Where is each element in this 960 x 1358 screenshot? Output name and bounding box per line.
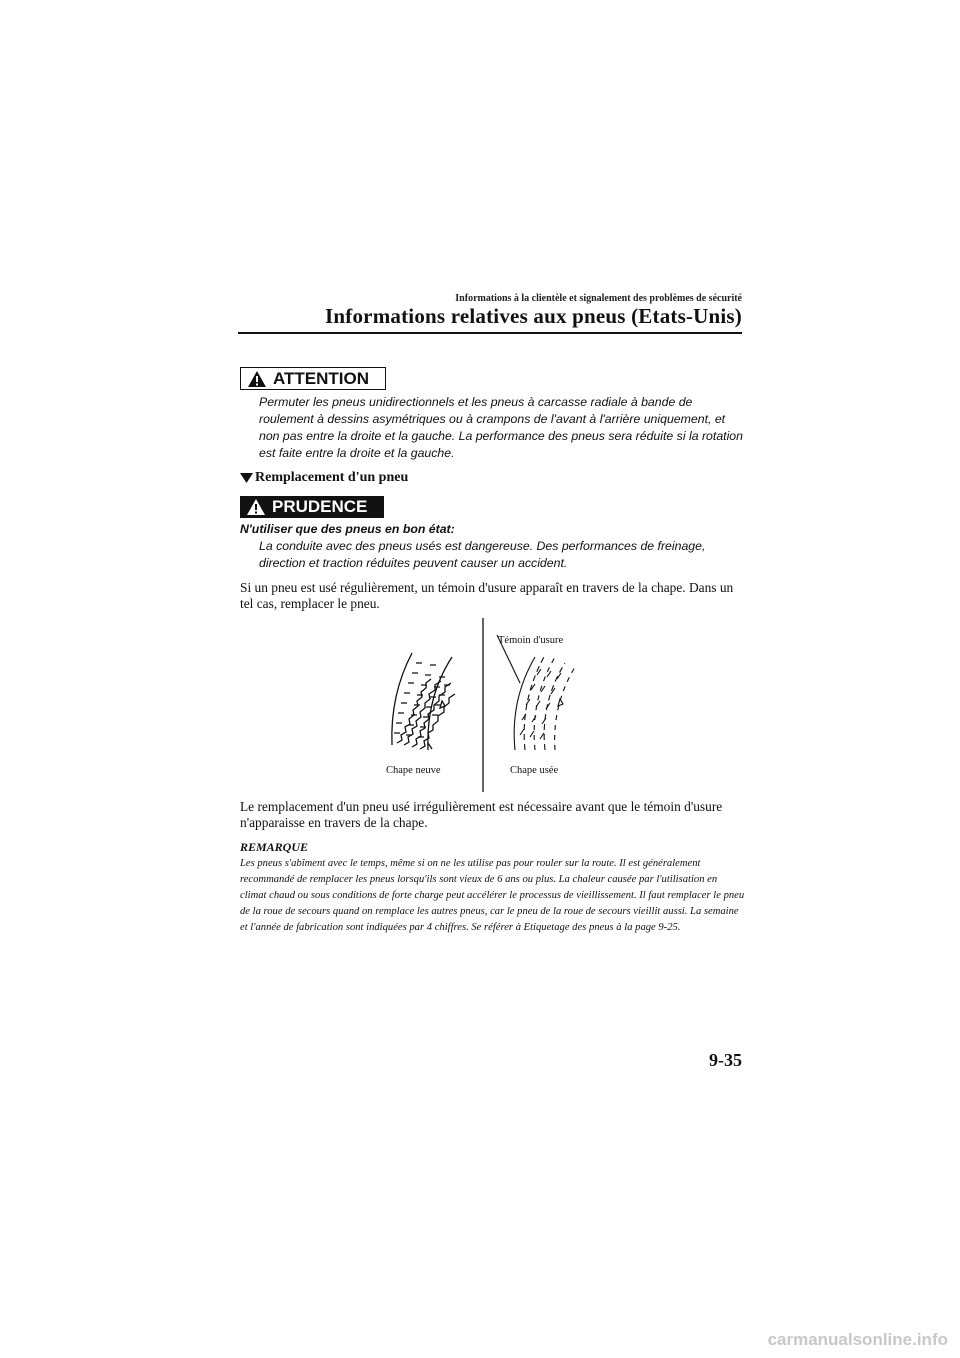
- tread-figure: [370, 615, 610, 795]
- header-divider: [238, 332, 742, 334]
- attention-text: Permuter les pneus unidirectionnels et les pneus à carcasse radiale à bande de roulement à dessins asymétriques ou à crampons de l'avant à l'arrière uniquement, et non pas entre la droite et la gauche. La performance des pneus sera réduite si la rotation est faite entre la droite et la gauche.: [259, 395, 743, 460]
- attention-badge: [240, 367, 386, 390]
- prudence-label: PRUDENCE: [272, 497, 368, 516]
- note-text: Les pneus s'abîment avec le temps, même si on ne les utilise pas pour rouler sur la route. Il est généralement recommandé de remplacer les pneus lorsqu'ils sont vieux de 6 ans ou plus. La chaleur causée par l'utilisation en climat chaud ou sous conditions de forte charge peut accélérer le processus de vieillissement. Il faut remplacer le pneu de la roue de secours quand on remplace les autres pneus, car le pneu de la roue de secours vieillit aussi. La semaine et l'année de fabrication sont indiquées par 4 chiffres. Se référer à Etiquetage des pneus à la page 9-25.: [240, 858, 745, 933]
- paragraph-irregular-wear: Le remplacement d'un pneu usé irrégulièrement est nécessaire avant que le témoin d'usure n'apparaisse en travers de la chape.: [240, 799, 723, 830]
- watermark-text[interactable]: carmanualsonline.info: [767, 1330, 948, 1349]
- note-title: REMARQUE: [240, 840, 309, 854]
- section-heading: [240, 470, 408, 486]
- section-heading-text: Remplacement d'un pneu: [255, 470, 409, 485]
- label-wear-indicator: Témoin d'usure: [498, 635, 564, 646]
- prudence-badge: [240, 496, 384, 518]
- new-tread-drawing: [392, 653, 455, 750]
- chapter-subtitle: Informations à la clientèle et signalement des problèmes de sécurité: [455, 293, 742, 304]
- triangle-down-icon: [240, 472, 253, 484]
- page-title: Informations relatives aux pneus (Etats-Unis): [325, 304, 742, 328]
- paragraph-wear-indicator: Si un pneu est usé régulièrement, un témoin d'usure apparaît en travers de la chape. Dans un tel cas, remplacer le pneu.: [240, 580, 734, 611]
- prudence-heading: N'utiliser que des pneus en bon état:: [240, 522, 455, 536]
- prudence-text: La conduite avec des pneus usés est dangereuse. Des performances de freinage, direction et traction réduites peuvent causer un accident.: [259, 539, 706, 570]
- label-worn-tread: Chape usée: [510, 765, 559, 776]
- page-number: 9-35: [709, 1050, 742, 1070]
- warning-triangle-icon: [246, 498, 266, 516]
- worn-tread-drawing: [497, 635, 575, 750]
- warning-triangle-icon: [247, 370, 267, 388]
- attention-label: ATTENTION: [273, 368, 370, 388]
- label-new-tread: Chape neuve: [386, 765, 441, 776]
